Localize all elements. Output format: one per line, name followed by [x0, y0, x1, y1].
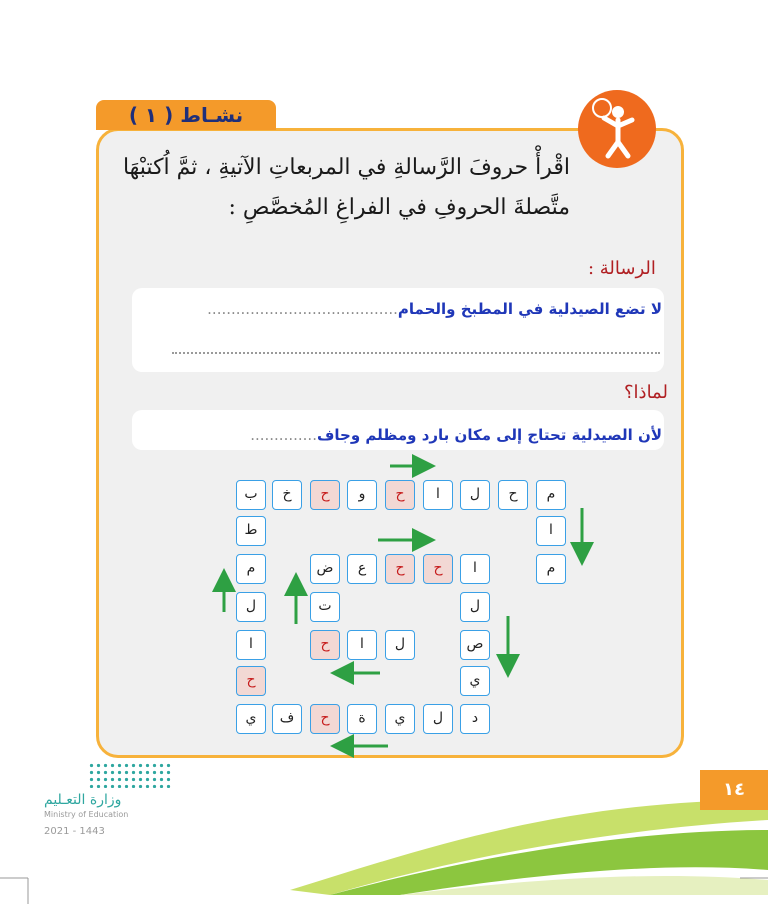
grid-cell: د [460, 704, 490, 734]
message-dots: ........................................ [207, 300, 398, 318]
activity-tab-title: نشـاط ( ١ ) [96, 100, 276, 130]
grid-cell: ا [460, 554, 490, 584]
grid-cell: ع [347, 554, 377, 584]
grid-cell: ف [272, 704, 302, 734]
grid-cell: م [536, 554, 566, 584]
grid-cell: ط [236, 516, 266, 546]
grid-cell: ح [498, 480, 528, 510]
message-answer-text: لا تضع الصيدلية في المطبخ والحمام [397, 300, 662, 318]
grid-cell: ا [236, 630, 266, 660]
why-answer-text: لأن الصيدلية تحتاج إلى مكان بارد ومظلم وجاف [316, 426, 662, 444]
grid-cell: ض [310, 554, 340, 584]
ministry-name-ar: وزارة التعـليم [44, 792, 122, 808]
ministry-name-en: Ministry of Education [44, 810, 129, 819]
why-label: لماذا؟ [624, 382, 668, 403]
message-label: الرسالة : [588, 258, 656, 279]
page-number: ١٤ [700, 770, 768, 810]
grid-cell-highlighted: ح [385, 480, 415, 510]
grid-cell: ل [385, 630, 415, 660]
grid-cell: ي [385, 704, 415, 734]
grid-cell-highlighted: ح [423, 554, 453, 584]
grid-cell: ا [347, 630, 377, 660]
grid-cell-highlighted: ح [310, 630, 340, 660]
grid-cell: ل [460, 480, 490, 510]
grid-cell: ل [423, 704, 453, 734]
grid-cell: ي [236, 704, 266, 734]
grid-cell: ل [460, 592, 490, 622]
grid-cell-highlighted: ح [310, 480, 340, 510]
grid-cell: ص [460, 630, 490, 660]
grid-cell: خ [272, 480, 302, 510]
grid-cell: ب [236, 480, 266, 510]
grid-cell-highlighted: ح [385, 554, 415, 584]
ministry-logo-icon [88, 762, 172, 788]
why-dots: .............. [250, 426, 317, 444]
academic-year: 2021 - 1443 [44, 826, 105, 837]
grid-cell: ا [423, 480, 453, 510]
grid-cell: ة [347, 704, 377, 734]
grid-cell: و [347, 480, 377, 510]
grid-cell: م [236, 554, 266, 584]
grid-cell: ي [460, 666, 490, 696]
grid-cell-highlighted: ح [310, 704, 340, 734]
activity-instructions: اقْرأْ حروفَ الرَّسالةِ في المربعاتِ الآتيةِ ، ثمَّ اُكتبْهَا متَّصلةَ الحروفِ في الفراغِ المُخصَّصِ : [122, 155, 570, 220]
grid-cell-highlighted: ح [236, 666, 266, 696]
grid-cell: ت [310, 592, 340, 622]
grid-cell: ا [536, 516, 566, 546]
grid-cell: م [536, 480, 566, 510]
grid-cell: ل [236, 592, 266, 622]
